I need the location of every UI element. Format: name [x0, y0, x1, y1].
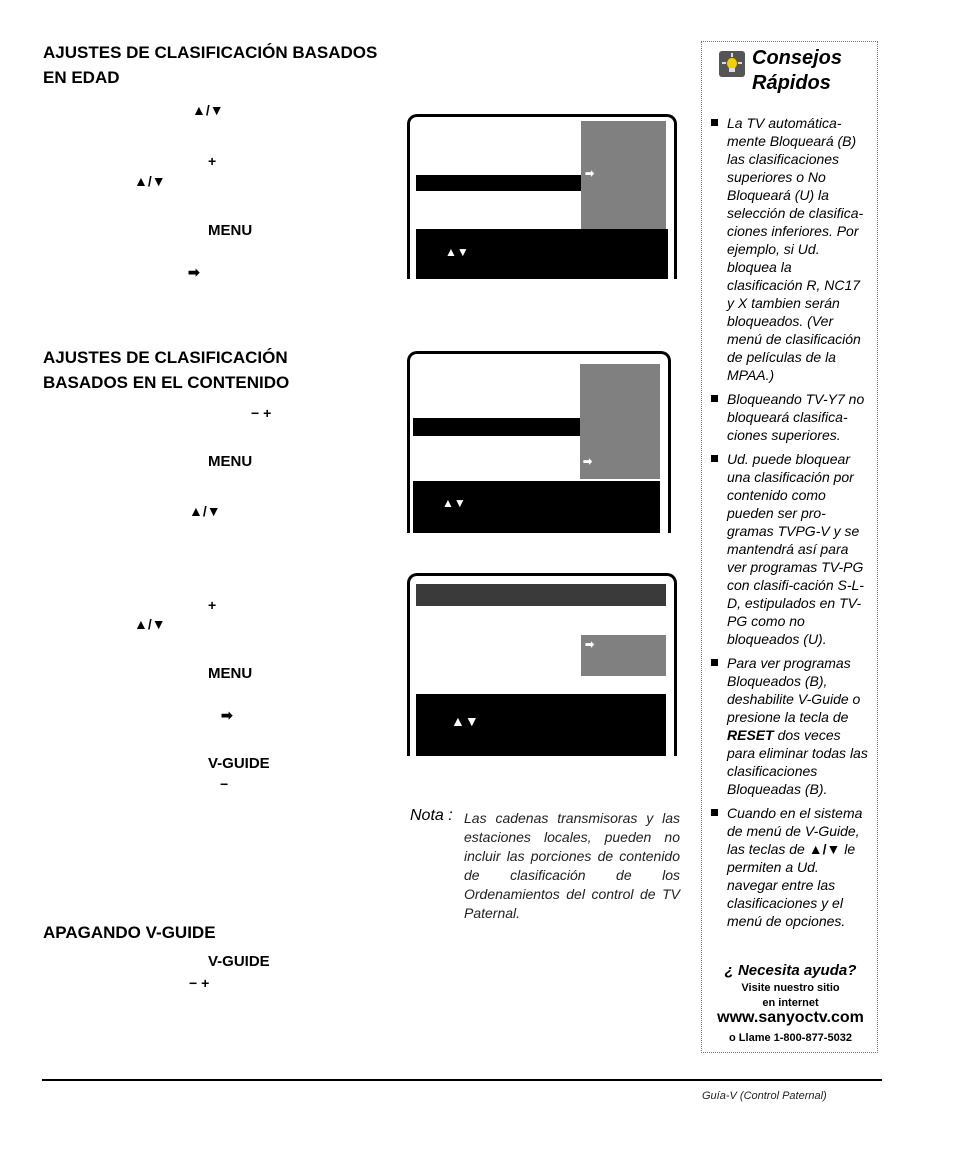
vguide-key-1: V-GUIDE — [208, 755, 270, 772]
note-text: Las cadenas transmisoras y las estaciones locales, pueden no incluir las porciones de contenido de clasificación de los Ordenamientos del control de TV Paternal. — [464, 810, 680, 921]
plus-key-1: + — [208, 153, 217, 169]
minus-key-1: − — [220, 776, 229, 792]
highlighted-row — [413, 418, 580, 436]
updown-arrows-icon: ▲▼ — [451, 713, 479, 729]
quick-tips-sidebar — [701, 41, 878, 1053]
tv-screen-age — [407, 114, 677, 279]
minus-plus-keys-2: − + — [189, 975, 210, 991]
help-visit-line1: Visite nuestro sitio — [741, 982, 840, 994]
pointer-icon: ➡ — [583, 456, 593, 468]
section-title-age: AJUSTES DE CLASIFICACIÓN BASADOS EN EDAD — [43, 43, 378, 87]
help-question: ¿ Necesita ayuda? — [724, 962, 857, 979]
section-title-content: AJUSTES DE CLASIFICACIÓN BASADOS EN EL CONTENIDO — [43, 348, 290, 392]
updown-keys-3: ▲/▼ — [189, 503, 221, 519]
note-label: Nota : — [410, 807, 453, 824]
footer-rule — [42, 1079, 882, 1081]
bullet-icon — [711, 659, 718, 666]
tv-screen-content — [407, 351, 671, 533]
bullet-icon — [711, 809, 718, 816]
website-link[interactable]: www.sanyoctv.com — [717, 1009, 864, 1026]
footer-text: Guía-V (Control Paternal) — [702, 1090, 827, 1102]
tv-screen-submenu — [407, 573, 677, 756]
tip-item: La TV automática-mente Bloqueará (B) las clasificaciones superiores o No Bloqueará (U) la selección de clasifica-ciones inferiores. Por ejemplo, si Ud. bloquea la clasificación R, NC17 y X tambien serán bloqueados. (Ver menú de clasificación de películas de la MPAA.) — [710, 114, 870, 384]
bullet-icon — [711, 455, 718, 462]
bullet-icon — [711, 119, 718, 126]
pointer-icon-2: ➡ — [221, 707, 233, 723]
minus-plus-keys-1: − + — [251, 405, 272, 421]
bullet-icon — [711, 395, 718, 402]
pointer-icon: ➡ — [585, 168, 595, 180]
help-visit-line2: en internet — [762, 997, 819, 1009]
tip-item: Cuando en el sistema de menú de V-Guide, las teclas de ▲/▼ le permiten a Ud. navegar entre las clasificaciones y el menú de opciones. — [710, 804, 870, 930]
menu-key-1: MENU — [208, 222, 253, 239]
pointer-icon: ➡ — [585, 639, 595, 651]
phone-number: o Llame 1-800-877-5032 — [729, 1032, 852, 1044]
tip-item: Ud. puede bloquear una clasificación por contenido como pueden ser pro-gramas TVPG-V y se mantendrá así para ver programas TV-PG con clasifi-cación S-L-D, estipulados en TV-PG como no bloqueados (U). — [710, 450, 870, 648]
tip-item: Para ver programas Bloqueados (B), deshabilite V-Guide o presione la tecla de RESET dos veces para eliminar todas las clasificaciones Bloqueadas (B). — [710, 654, 870, 798]
updown-keys-4: ▲/▼ — [134, 616, 166, 632]
tips-title: Consejos Rápidos — [752, 47, 843, 94]
vguide-key-2: V-GUIDE — [208, 953, 270, 970]
highlighted-row — [416, 175, 581, 191]
updown-arrows-icon: ▲▼ — [445, 245, 469, 259]
updown-keys-tip: ▲/▼ — [808, 841, 841, 857]
section-title-off: APAGANDO V-GUIDE — [43, 923, 216, 942]
tips-list — [710, 114, 870, 936]
plus-key-2: + — [208, 597, 217, 613]
lightbulb-icon — [719, 51, 745, 77]
reset-key: RESET — [727, 727, 774, 743]
pointer-icon-1: ➡ — [188, 264, 200, 280]
updown-keys-2: ▲/▼ — [134, 173, 166, 189]
menu-key-3: MENU — [208, 665, 253, 682]
title-bar — [416, 584, 666, 606]
updown-keys-1: ▲/▼ — [192, 102, 224, 118]
tip-item: Bloqueando TV-Y7 no bloqueará clasifica-ciones superiores. — [710, 390, 870, 444]
updown-arrows-icon: ▲▼ — [442, 496, 466, 510]
menu-key-2: MENU — [208, 453, 253, 470]
